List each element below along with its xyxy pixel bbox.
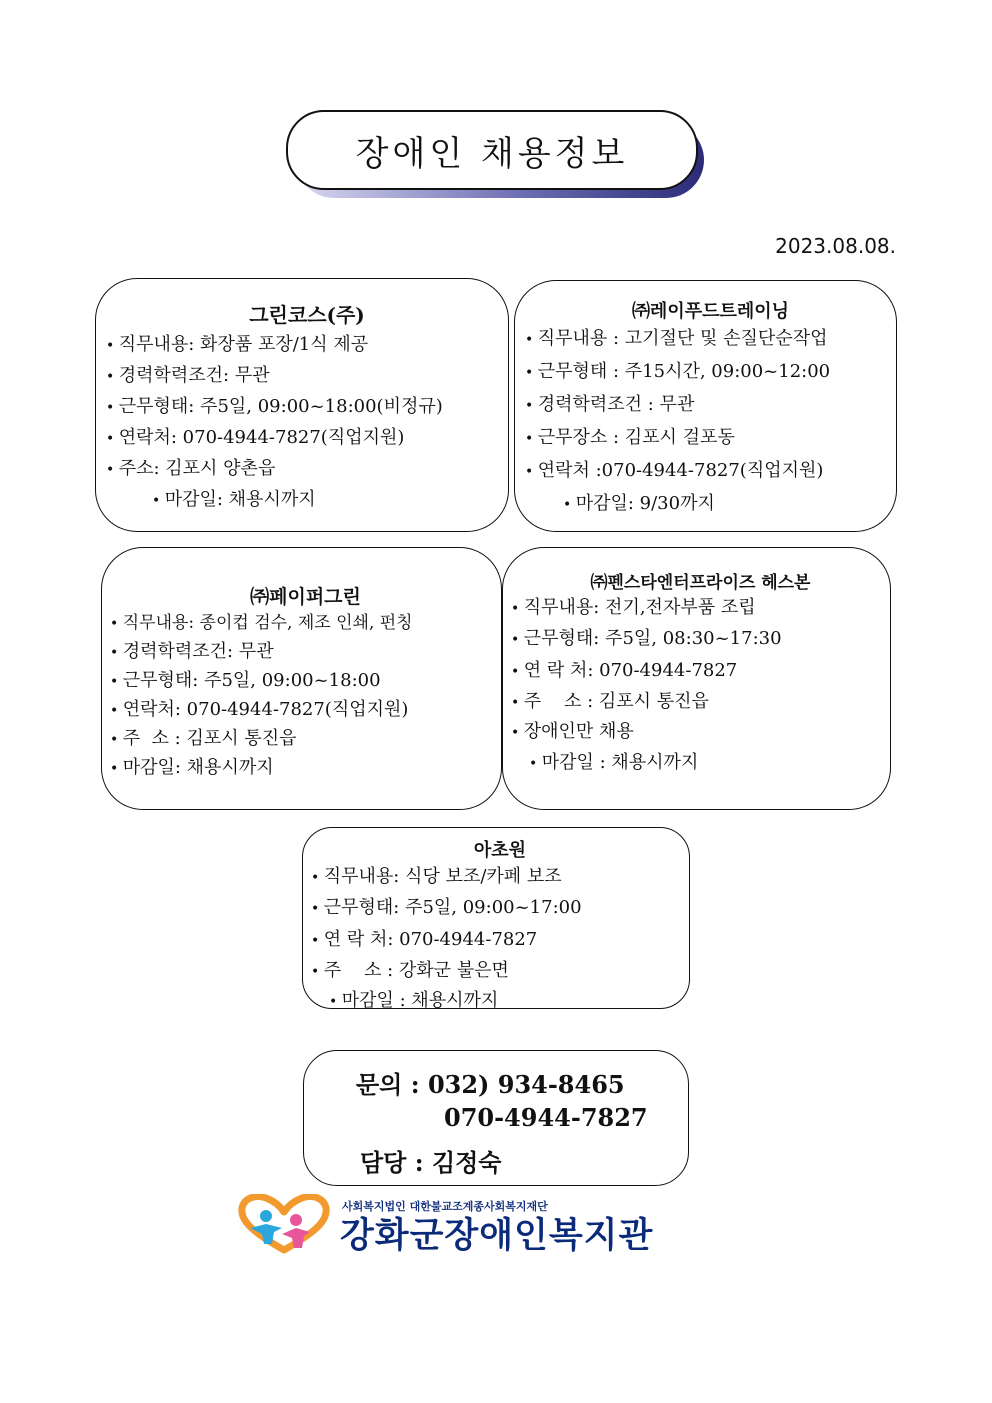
- date-label: 2023.08.08.: [775, 234, 896, 258]
- list-item: • 연락처 :070-4944-7827(직업지원): [525, 455, 896, 488]
- job-card-penstar: [502, 547, 891, 810]
- job-details: [311, 862, 689, 1017]
- manager-line: 담당 : 김정숙: [360, 1148, 502, 1177]
- list-item: • 근무장소 : 김포시 걸포동: [525, 422, 896, 455]
- job-details: [511, 593, 890, 779]
- company-name: ㈜레이푸드트레이닝: [631, 301, 790, 322]
- job-card-greencos: [95, 278, 509, 532]
- list-item: • 마감일 : 채용시까지: [511, 748, 890, 779]
- logo-name: 강화군장애인복지관: [340, 1216, 654, 1256]
- list-item: • 마감일: 9/30까지: [525, 488, 896, 521]
- list-item: • 직무내용 : 고기절단 및 손질단순작업: [525, 323, 896, 356]
- job-card-rayfood: [514, 280, 897, 532]
- inquiry-phone-2: 070-4944-7827: [444, 1103, 648, 1132]
- list-item: • 직무내용: 전기,전자부품 조립: [511, 593, 890, 624]
- list-item: • 근무형태: 주5일, 09:00~18:00(비정규): [106, 392, 508, 423]
- page-title: [286, 110, 698, 190]
- job-card-papergreen: [101, 547, 502, 810]
- welfare-center-logo: [236, 1194, 706, 1256]
- list-item: • 주소: 김포시 양촌읍: [106, 454, 508, 485]
- list-item: • 장애인만 채용: [511, 717, 890, 748]
- list-item: • 근무형태: 주5일, 09:00~17:00: [311, 893, 689, 924]
- list-item: • 마감일 : 채용시까지: [311, 986, 689, 1017]
- job-card-achowon: [302, 827, 690, 1009]
- job-details: [525, 323, 896, 521]
- list-item: • 근무형태: 주5일, 09:00~18:00: [110, 667, 501, 696]
- company-name: 아초원: [473, 840, 527, 861]
- list-item: • 직무내용: 종이컵 검수, 제조 인쇄, 펀칭: [110, 609, 501, 638]
- list-item: • 연락처: 070-4944-7827(직업지원): [106, 423, 508, 454]
- job-details: [110, 609, 501, 783]
- list-item: • 직무내용: 화장품 포장/1식 제공: [106, 330, 508, 361]
- company-name: ㈜펜스타엔터프라이즈 헤스본: [590, 573, 811, 593]
- list-item: • 주 소 : 김포시 통진읍: [110, 725, 501, 754]
- list-item: • 경력학력조건: 무관: [110, 638, 501, 667]
- company-name: ㈜페이퍼그린: [250, 586, 361, 608]
- list-item: • 마감일: 채용시까지: [106, 485, 508, 516]
- list-item: • 근무형태 : 주15시간, 09:00~12:00: [525, 356, 896, 389]
- contact-box: [303, 1050, 689, 1186]
- list-item: • 직무내용: 식당 보조/카페 보조: [311, 862, 689, 893]
- company-name: 그린코스(주): [249, 303, 365, 327]
- page-title-text: 장애인 채용정보: [355, 133, 629, 174]
- inquiry-line: 문의 : 032) 934-8465: [356, 1070, 625, 1099]
- list-item: • 마감일: 채용시까지: [110, 754, 501, 783]
- list-item: • 주 소 : 강화군 불은면: [311, 957, 689, 986]
- logo-subtitle: 사회복지법인 대한불교조계종사회복지재단: [342, 1200, 548, 1213]
- job-details: [106, 330, 508, 516]
- heart-logo-icon: [236, 1194, 332, 1254]
- list-item: • 근무형태: 주5일, 08:30~17:30: [511, 624, 890, 655]
- list-item: • 연 락 처: 070-4944-7827: [311, 924, 689, 957]
- list-item: • 주 소 : 김포시 통진읍: [511, 688, 890, 717]
- list-item: • 연락처: 070-4944-7827(직업지원): [110, 696, 501, 725]
- list-item: • 경력학력조건 : 무관: [525, 389, 896, 422]
- list-item: • 연 락 처: 070-4944-7827: [511, 655, 890, 688]
- list-item: • 경력학력조건: 무관: [106, 361, 508, 392]
